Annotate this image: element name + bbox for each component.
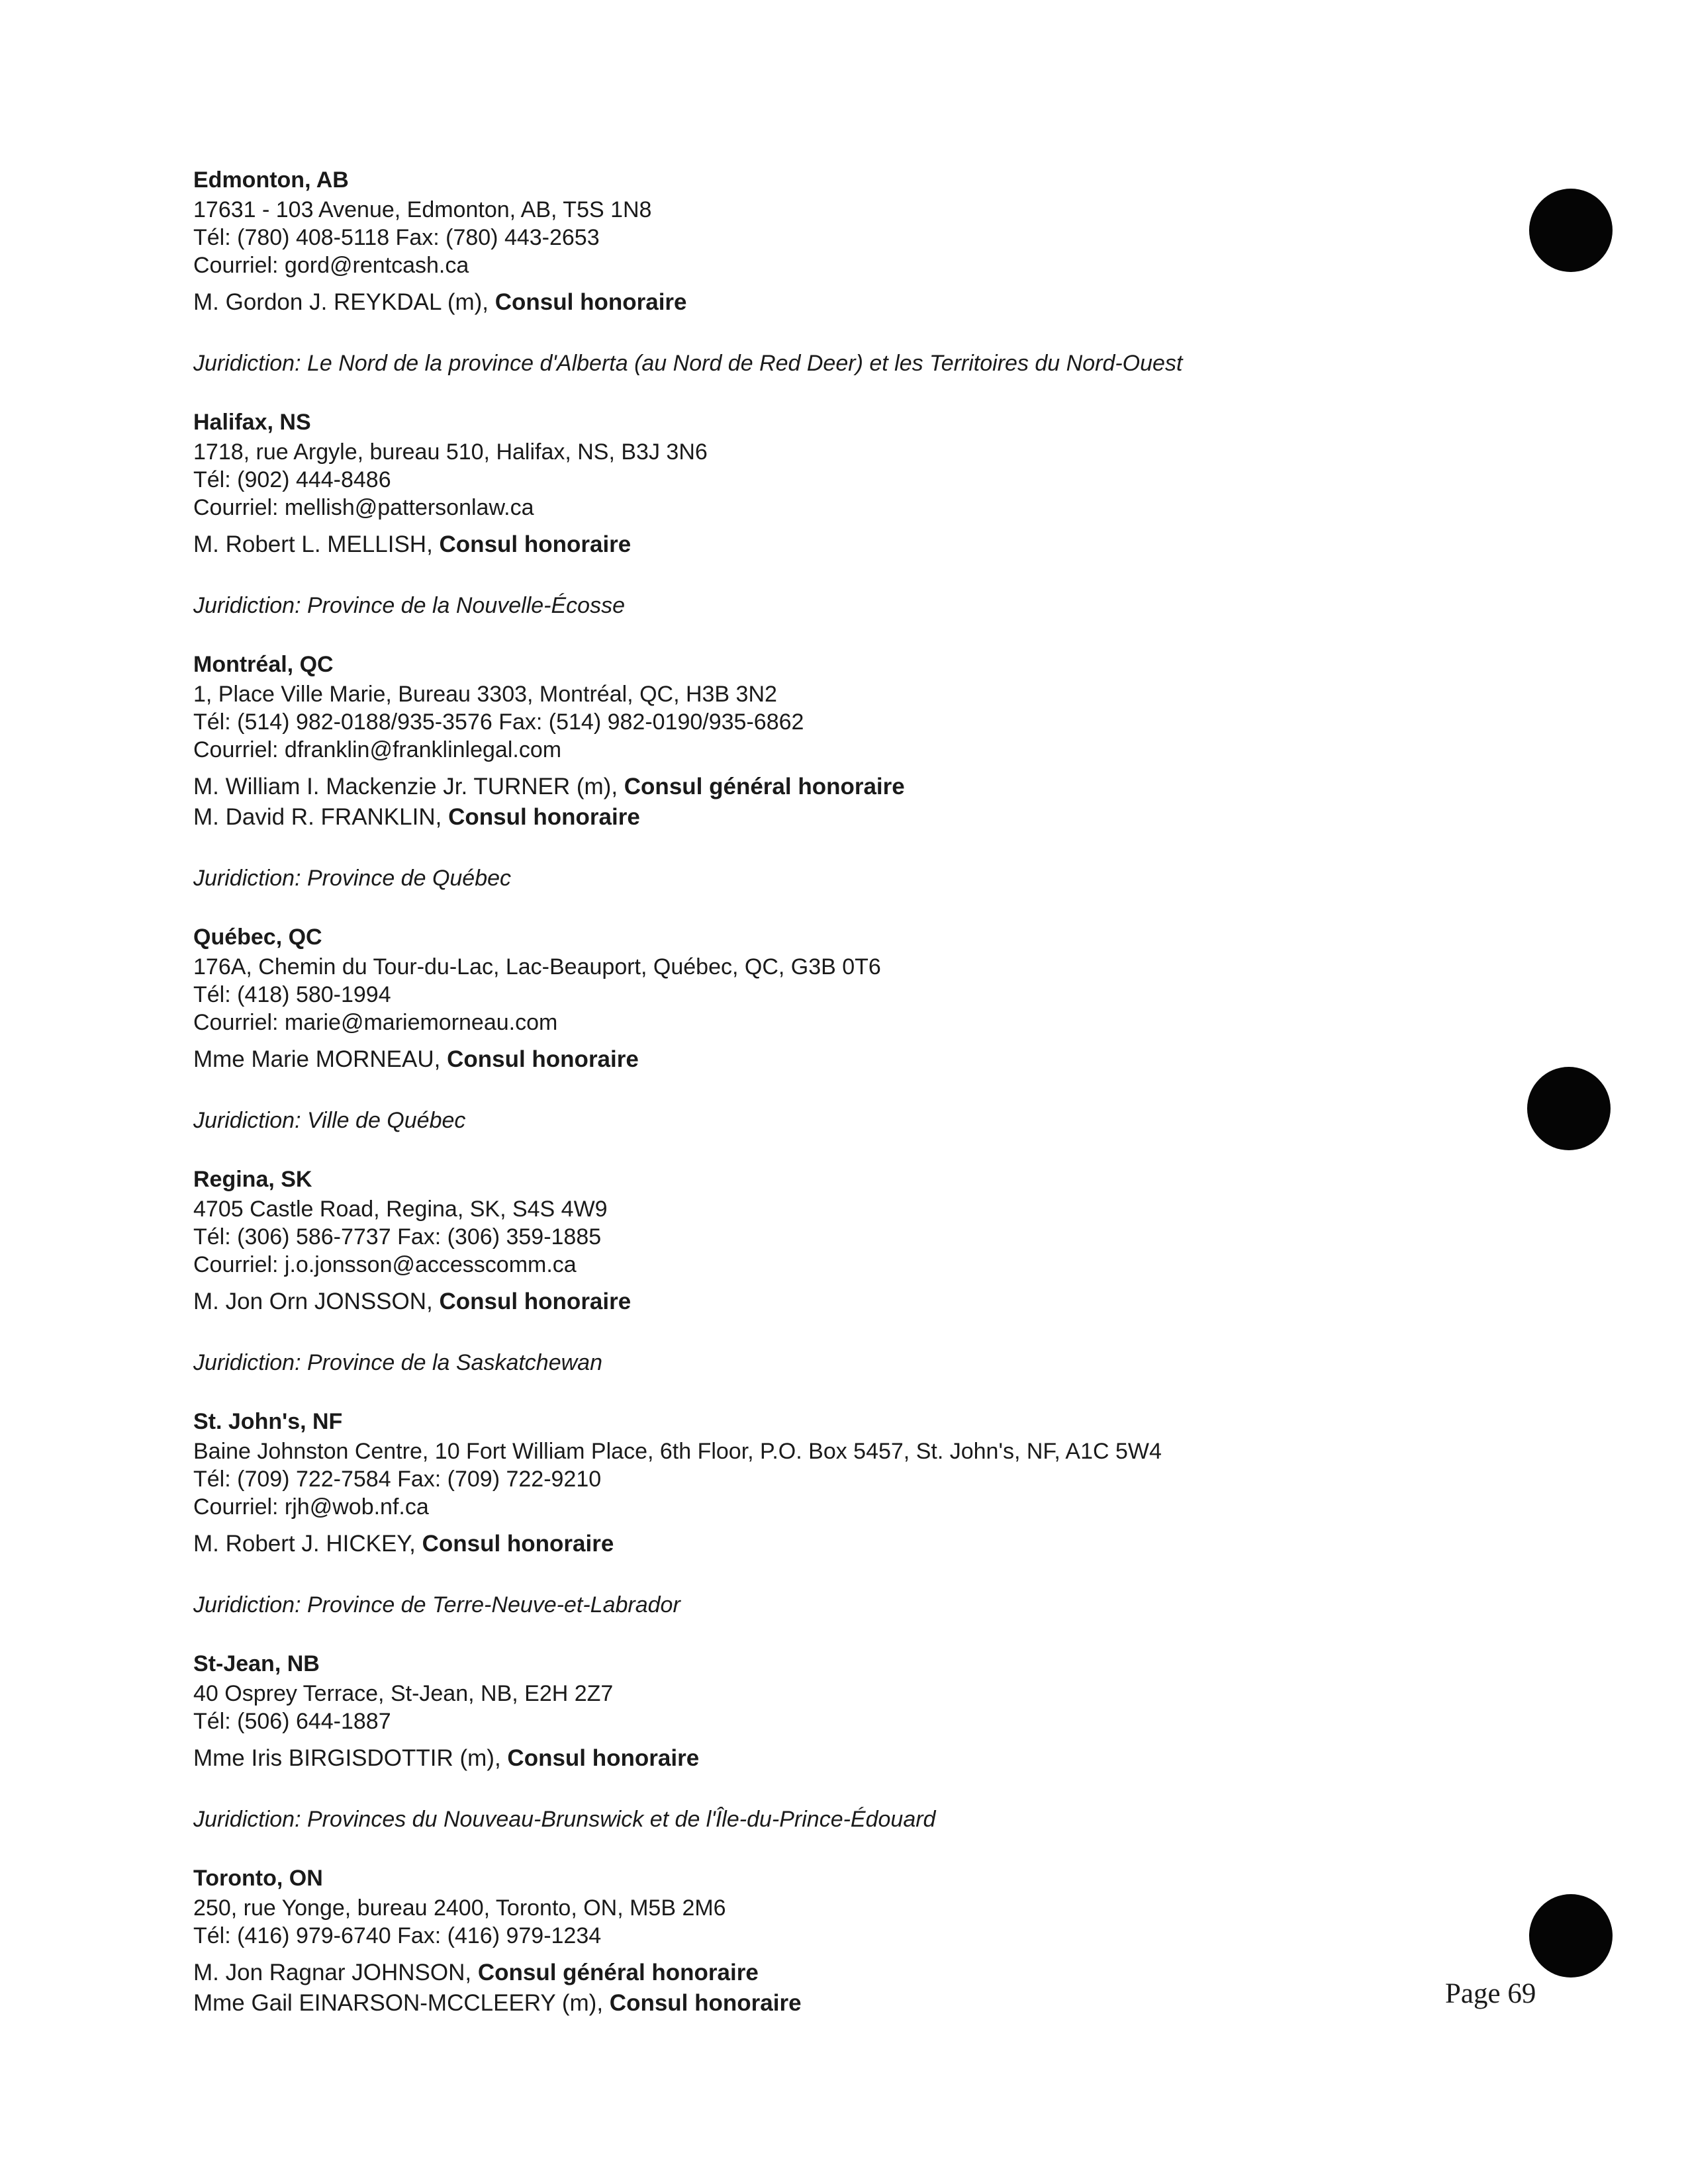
address-line: 176A, Chemin du Tour-du-Lac, Lac-Beauport, Québec, QC, G3B 0T6 (193, 954, 881, 979)
city-heading: Québec, QC (193, 925, 322, 950)
consul-entry (193, 287, 1451, 318)
address-line: 1718, rue Argyle, bureau 510, Halifax, NS, B3J 3N6 (193, 439, 708, 465)
phone-line: Tél: (709) 722-7584 Fax: (709) 722-9210 (193, 1467, 602, 1492)
consulate-entry (193, 409, 1451, 619)
consul-title: Consul général honoraire (624, 774, 905, 799)
consul-title: Consul honoraire (439, 1289, 632, 1314)
city-heading: Montréal, QC (193, 652, 334, 677)
consul-name: M. Robert L. MELLISH, (193, 531, 440, 557)
city-heading: St-Jean, NB (193, 1651, 320, 1676)
consul-name: Mme Marie MORNEAU, (193, 1046, 447, 1072)
punch-hole-top (1529, 189, 1613, 272)
email-line: Courriel: gord@rentcash.ca (193, 253, 469, 278)
consulate-entry (193, 1408, 1451, 1619)
consul-name: M. Gordon J. REYKDAL (m), (193, 289, 495, 315)
address-line: 17631 - 103 Avenue, Edmonton, AB, T5S 1N8 (193, 197, 652, 222)
consul-title: Consul honoraire (448, 804, 640, 830)
address-line: 4705 Castle Road, Regina, SK, S4S 4W9 (193, 1197, 608, 1222)
punch-hole-middle (1527, 1067, 1611, 1150)
jurisdiction-note: Juridiction: Ville de Québec (193, 1108, 466, 1133)
phone-line: Tél: (416) 979-6740 Fax: (416) 979-1234 (193, 1923, 602, 1948)
consulate-entry (193, 1651, 1451, 1833)
consul-title: Consul honoraire (507, 1745, 700, 1771)
address-line: 1, Place Ville Marie, Bureau 3303, Montréal, QC, H3B 3N2 (193, 682, 777, 707)
consul-name: M. William I. Mackenzie Jr. TURNER (m), (193, 774, 624, 799)
consul-entry (193, 1743, 1451, 1774)
consul-title: Consul honoraire (422, 1531, 614, 1557)
consul-entry (193, 1044, 1451, 1075)
jurisdiction-note: Juridiction: Province de la Nouvelle-Écosse (193, 593, 625, 618)
city-heading: Regina, SK (193, 1167, 312, 1192)
jurisdiction-note: Juridiction: Provinces du Nouveau-Brunswick et de l'Île-du-Prince-Édouard (193, 1807, 936, 1832)
address-line: 40 Osprey Terrace, St-Jean, NB, E2H 2Z7 (193, 1681, 614, 1706)
consul-name: M. Jon Orn JONSSON, (193, 1289, 440, 1314)
consul-name: Mme Iris BIRGISDOTTIR (m), (193, 1745, 508, 1771)
phone-line: Tél: (780) 408-5118 Fax: (780) 443-2653 (193, 225, 600, 250)
consulate-entry (193, 924, 1451, 1134)
phone-line: Tél: (306) 586-7737 Fax: (306) 359-1885 (193, 1224, 602, 1250)
consul-name: M. David R. FRANKLIN, (193, 804, 449, 830)
city-heading: St. John's, NF (193, 1409, 343, 1434)
punch-hole-bottom (1529, 1894, 1613, 1978)
consulate-entry (193, 1166, 1451, 1377)
city-heading: Toronto, ON (193, 1866, 323, 1891)
jurisdiction-note: Juridiction: Province de Terre-Neuve-et-Labrador (193, 1592, 680, 1617)
address-line: 250, rue Yonge, bureau 2400, Toronto, ON, M5B 2M6 (193, 1895, 726, 1921)
consul-entry (193, 802, 1451, 833)
address-line: Baine Johnston Centre, 10 Fort William Place, 6th Floor, P.O. Box 5457, St. John's, NF, A1C 5W4 (193, 1439, 1162, 1464)
consul-entry (193, 1529, 1451, 1559)
phone-line: Tél: (514) 982-0188/935-3576 Fax: (514) 982-0190/935-6862 (193, 709, 804, 735)
email-line: Courriel: dfranklin@franklinlegal.com (193, 737, 562, 762)
email-line: Courriel: j.o.jonsson@accesscomm.ca (193, 1252, 577, 1277)
jurisdiction-note: Juridiction: Province de Québec (193, 866, 512, 891)
consulate-entry (193, 1865, 1451, 2019)
consulate-list (193, 167, 1451, 2019)
consul-title: Consul honoraire (447, 1046, 639, 1072)
consulate-entry (193, 167, 1451, 377)
city-heading: Halifax, NS (193, 410, 311, 435)
consul-entry (193, 1988, 1451, 2019)
jurisdiction-note: Juridiction: Le Nord de la province d'Alberta (au Nord de Red Deer) et les Territoires du Nord-Ouest (193, 351, 1183, 376)
jurisdiction-note: Juridiction: Province de la Saskatchewan (193, 1350, 602, 1375)
consul-name: M. Robert J. HICKEY, (193, 1531, 422, 1557)
consul-name: M. Jon Ragnar JOHNSON, (193, 1960, 478, 1985)
email-line: Courriel: marie@mariemorneau.com (193, 1010, 558, 1035)
consul-title: Consul général honoraire (477, 1960, 759, 1985)
phone-line: Tél: (506) 644-1887 (193, 1709, 391, 1734)
email-line: Courriel: rjh@wob.nf.ca (193, 1494, 429, 1520)
consul-entry (193, 1287, 1451, 1317)
phone-line: Tél: (902) 444-8486 (193, 467, 391, 492)
phone-line: Tél: (418) 580-1994 (193, 982, 391, 1007)
page-number: Page 69 (1445, 1978, 1536, 2009)
consul-title: Consul honoraire (494, 289, 687, 315)
consulate-entry (193, 651, 1451, 892)
consul-name: Mme Gail EINARSON-MCCLEERY (m), (193, 1990, 610, 2016)
city-heading: Edmonton, AB (193, 167, 349, 193)
consul-title: Consul honoraire (439, 531, 632, 557)
email-line: Courriel: mellish@pattersonlaw.ca (193, 495, 534, 520)
consul-title: Consul honoraire (609, 1990, 802, 2016)
consul-entry (193, 529, 1451, 560)
consul-entry (193, 772, 1451, 802)
consul-entry (193, 1958, 1451, 1988)
